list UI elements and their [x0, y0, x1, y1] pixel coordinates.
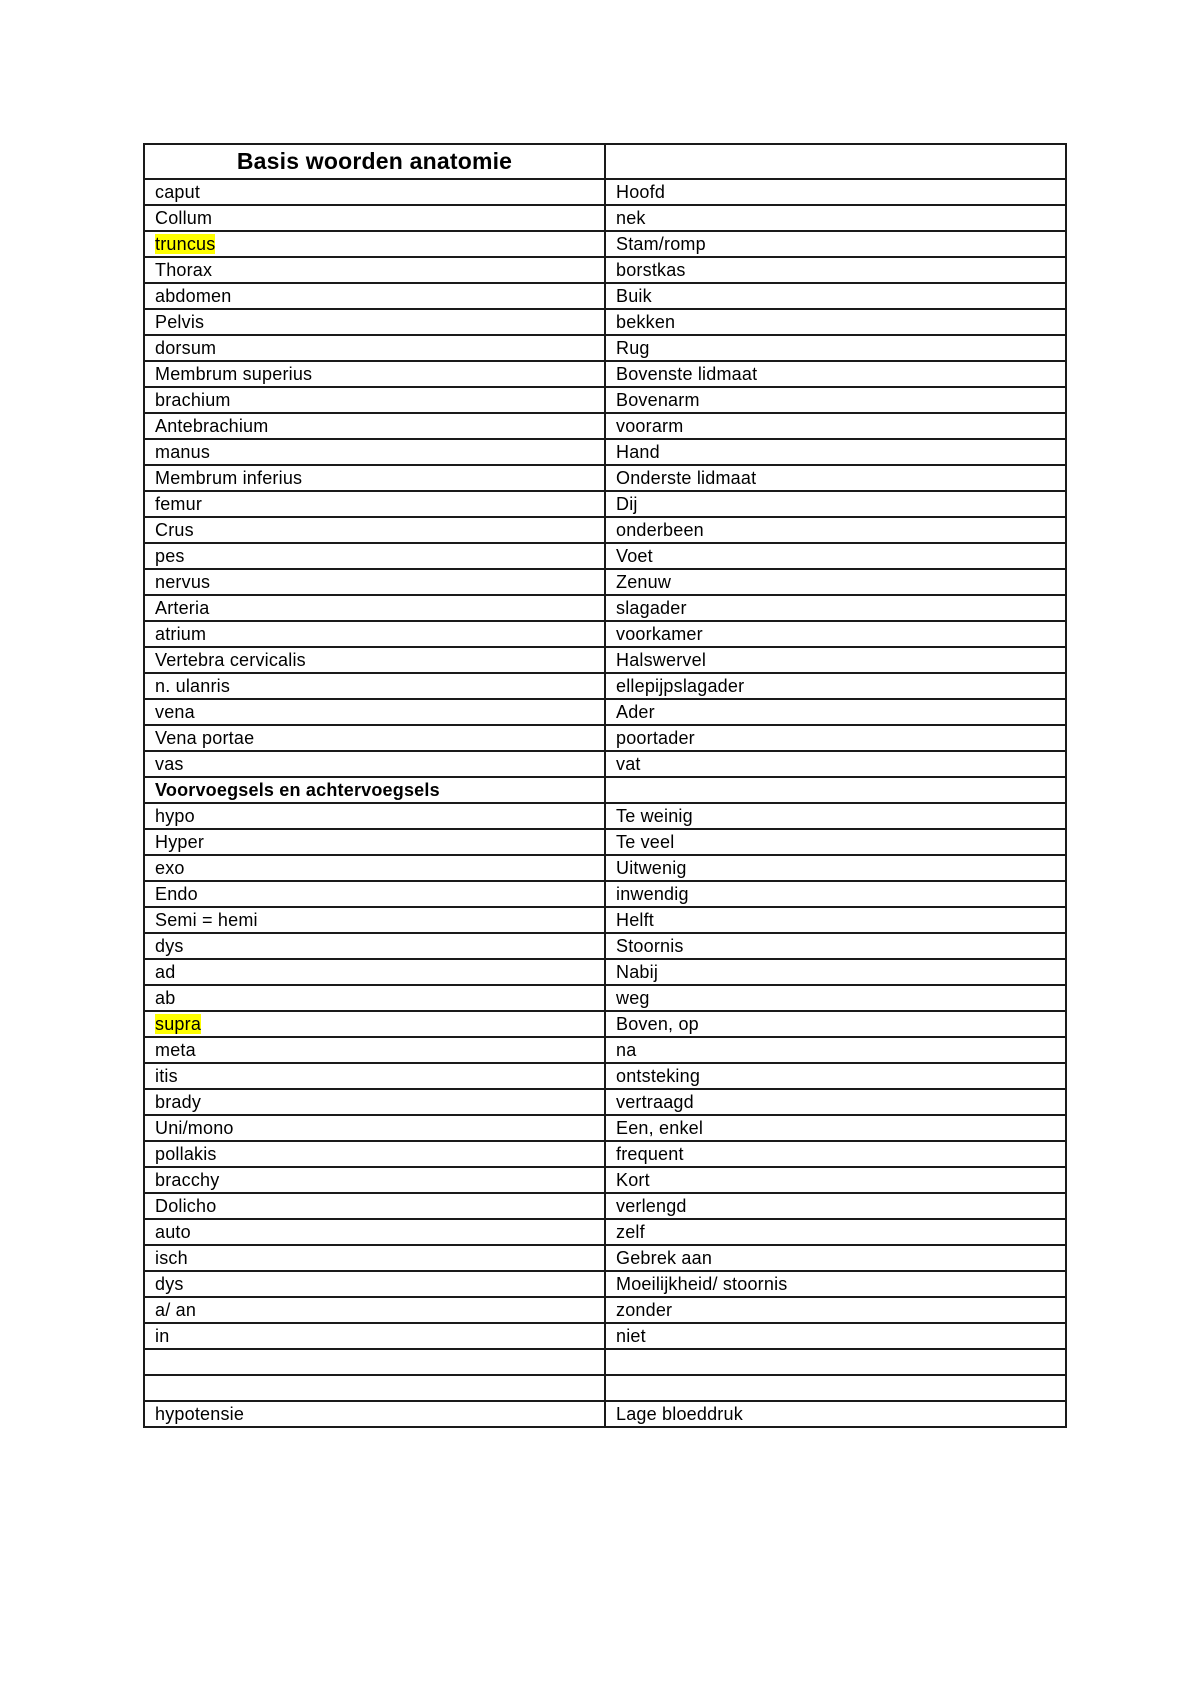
term-cell [144, 959, 605, 985]
term-text: Thorax [155, 260, 213, 280]
meaning-cell [605, 1297, 1066, 1323]
meaning-cell [605, 933, 1066, 959]
table-row [144, 959, 1066, 985]
meaning-cell [605, 1193, 1066, 1219]
term-cell [144, 1141, 605, 1167]
meaning-text: vat [616, 754, 641, 774]
term-text: hypo [155, 806, 195, 826]
term-text: atrium [155, 624, 207, 644]
term-cell [144, 725, 605, 751]
term-cell [144, 257, 605, 283]
table-title: Basis woorden anatomie [144, 144, 605, 179]
meaning-text: Te weinig [616, 806, 693, 826]
term-cell [144, 907, 605, 933]
meaning-text: Bovenste lidmaat [616, 364, 758, 384]
term-cell [144, 751, 605, 777]
title-row [144, 144, 1066, 179]
term-cell [144, 1323, 605, 1349]
term-text: n. ulanris [155, 676, 231, 696]
table-row [144, 569, 1066, 595]
meaning-cell [605, 959, 1066, 985]
term-text: caput [155, 182, 201, 202]
term-cell [144, 621, 605, 647]
table-row [144, 413, 1066, 439]
meaning-text: Een, enkel [616, 1118, 704, 1138]
term-text: in [155, 1326, 170, 1346]
meaning-text: slagader [616, 598, 687, 618]
table-row [144, 985, 1066, 1011]
meaning-cell [605, 1375, 1066, 1401]
term-cell [144, 231, 605, 257]
meaning-cell [605, 855, 1066, 881]
meaning-cell [605, 1141, 1066, 1167]
meaning-cell [605, 491, 1066, 517]
term-text: brady [155, 1092, 202, 1112]
term-cell [144, 985, 605, 1011]
meaning-cell [605, 985, 1066, 1011]
table-row [144, 179, 1066, 205]
meaning-text: ontsteking [616, 1066, 701, 1086]
term-text: Semi = hemi [155, 910, 258, 930]
term-cell [144, 699, 605, 725]
meaning-cell [605, 1271, 1066, 1297]
term-cell [144, 569, 605, 595]
term-text: bracchy [155, 1170, 220, 1190]
term-cell [144, 1011, 605, 1037]
meaning-cell [605, 465, 1066, 491]
table-row [144, 543, 1066, 569]
table-row [144, 1115, 1066, 1141]
meaning-text: weg [616, 988, 650, 1008]
term-text: Arteria [155, 598, 210, 618]
meaning-text: Zenuw [616, 572, 672, 592]
meaning-cell [605, 621, 1066, 647]
meaning-cell [605, 751, 1066, 777]
meaning-text: Halswervel [616, 650, 707, 670]
meaning-text: vertraagd [616, 1092, 694, 1112]
meaning-text: voorarm [616, 416, 684, 436]
meaning-text: verlengd [616, 1196, 687, 1216]
term-text: nervus [155, 572, 211, 592]
term-text: Membrum superius [155, 364, 313, 384]
meaning-text: Boven, op [616, 1014, 699, 1034]
term-text: brachium [155, 390, 231, 410]
table-row [144, 1193, 1066, 1219]
term-cell [144, 1167, 605, 1193]
term-text: femur [155, 494, 203, 514]
table-row [144, 751, 1066, 777]
table-row [144, 465, 1066, 491]
table-row [144, 855, 1066, 881]
meaning-text: frequent [616, 1144, 684, 1164]
table-row [144, 777, 1066, 803]
table-row [144, 1401, 1066, 1427]
term-cell [144, 1219, 605, 1245]
term-cell [144, 1089, 605, 1115]
meaning-text: poortader [616, 728, 695, 748]
table-row [144, 829, 1066, 855]
term-text: Pelvis [155, 312, 205, 332]
term-text: Endo [155, 884, 198, 904]
term-text: Uni/mono [155, 1118, 234, 1138]
term-cell [144, 777, 605, 803]
table-row [144, 1245, 1066, 1271]
table-row [144, 1167, 1066, 1193]
table-row [144, 1375, 1066, 1401]
term-text: Membrum inferius [155, 468, 303, 488]
meaning-text: inwendig [616, 884, 689, 904]
meaning-cell [605, 205, 1066, 231]
meaning-cell [605, 413, 1066, 439]
meaning-cell [605, 881, 1066, 907]
term-cell [144, 335, 605, 361]
term-text: dys [155, 1274, 184, 1294]
meaning-cell [605, 595, 1066, 621]
meaning-text: niet [616, 1326, 646, 1346]
term-text: vas [155, 754, 184, 774]
table-row [144, 231, 1066, 257]
table-row [144, 1089, 1066, 1115]
meaning-text: na [616, 1040, 637, 1060]
table-row [144, 907, 1066, 933]
term-cell [144, 413, 605, 439]
term-text: ad [155, 962, 176, 982]
meaning-cell [605, 1323, 1066, 1349]
meaning-cell [605, 829, 1066, 855]
meaning-cell [605, 699, 1066, 725]
term-text: auto [155, 1222, 191, 1242]
table-row [144, 933, 1066, 959]
meaning-text: Uitwenig [616, 858, 687, 878]
meaning-cell [605, 1401, 1066, 1427]
table-row [144, 1297, 1066, 1323]
term-text: hypotensie [155, 1404, 245, 1424]
table-row [144, 491, 1066, 517]
table-row [144, 621, 1066, 647]
term-text: truncus [155, 234, 216, 254]
table-row [144, 517, 1066, 543]
table-row [144, 1271, 1066, 1297]
table-row [144, 361, 1066, 387]
meaning-text: Stam/romp [616, 234, 706, 254]
term-cell [144, 1193, 605, 1219]
meaning-text: Buik [616, 286, 652, 306]
term-text: isch [155, 1248, 188, 1268]
table-row [144, 725, 1066, 751]
term-text: abdomen [155, 286, 232, 306]
meaning-text: Hoofd [616, 182, 666, 202]
term-text: Collum [155, 208, 213, 228]
term-cell [144, 1401, 605, 1427]
meaning-cell [605, 1245, 1066, 1271]
term-cell [144, 517, 605, 543]
meaning-text: bekken [616, 312, 676, 332]
term-cell [144, 387, 605, 413]
meaning-text: Onderste lidmaat [616, 468, 757, 488]
table-row [144, 1219, 1066, 1245]
vocabulary-table-body [144, 144, 1066, 1427]
meaning-text: voorkamer [616, 624, 703, 644]
table-row [144, 309, 1066, 335]
meaning-cell [605, 1011, 1066, 1037]
term-text: dys [155, 936, 184, 956]
title-empty-cell [605, 144, 1066, 179]
meaning-text: Kort [616, 1170, 650, 1190]
term-text: Vena portae [155, 728, 255, 748]
meaning-cell [605, 1219, 1066, 1245]
meaning-cell [605, 1089, 1066, 1115]
term-text: Hyper [155, 832, 205, 852]
table-row [144, 1037, 1066, 1063]
table-row [144, 387, 1066, 413]
meaning-text: Bovenarm [616, 390, 700, 410]
table-row [144, 439, 1066, 465]
meaning-text: Lage bloeddruk [616, 1404, 743, 1424]
term-text: exo [155, 858, 185, 878]
term-cell [144, 491, 605, 517]
meaning-cell [605, 361, 1066, 387]
term-text: dorsum [155, 338, 217, 358]
meaning-cell [605, 725, 1066, 751]
meaning-text: Nabij [616, 962, 659, 982]
table-row [144, 647, 1066, 673]
meaning-text: Voet [616, 546, 653, 566]
term-text: Antebrachium [155, 416, 269, 436]
meaning-cell [605, 543, 1066, 569]
meaning-text: Moeilijkheid/ stoornis [616, 1274, 788, 1294]
term-cell [144, 361, 605, 387]
term-text: supra [155, 1014, 202, 1034]
term-cell [144, 595, 605, 621]
table-row [144, 803, 1066, 829]
meaning-cell [605, 283, 1066, 309]
meaning-text: Ader [616, 702, 655, 722]
meaning-cell [605, 1167, 1066, 1193]
term-cell [144, 855, 605, 881]
meaning-text: Rug [616, 338, 650, 358]
term-cell [144, 1349, 605, 1375]
term-cell [144, 933, 605, 959]
term-text: Dolicho [155, 1196, 217, 1216]
vocabulary-table [143, 143, 1067, 1428]
term-cell [144, 829, 605, 855]
table-row [144, 205, 1066, 231]
term-cell [144, 673, 605, 699]
table-row [144, 595, 1066, 621]
term-cell [144, 1271, 605, 1297]
term-cell [144, 1297, 605, 1323]
term-text: meta [155, 1040, 196, 1060]
meaning-cell [605, 1037, 1066, 1063]
term-cell [144, 283, 605, 309]
term-cell [144, 543, 605, 569]
term-text: pes [155, 546, 185, 566]
table-row [144, 699, 1066, 725]
term-cell [144, 881, 605, 907]
meaning-cell [605, 1063, 1066, 1089]
term-text: pollakis [155, 1144, 217, 1164]
term-text: vena [155, 702, 195, 722]
meaning-cell [605, 647, 1066, 673]
meaning-cell [605, 1115, 1066, 1141]
meaning-cell [605, 231, 1066, 257]
meaning-text: Dij [616, 494, 638, 514]
meaning-cell [605, 673, 1066, 699]
table-row [144, 1349, 1066, 1375]
term-cell [144, 647, 605, 673]
term-cell [144, 465, 605, 491]
term-cell [144, 439, 605, 465]
meaning-cell [605, 1349, 1066, 1375]
term-cell [144, 803, 605, 829]
term-cell [144, 1115, 605, 1141]
meaning-text: Stoornis [616, 936, 684, 956]
table-row [144, 1011, 1066, 1037]
term-text: Vertebra cervicalis [155, 650, 306, 670]
meaning-cell [605, 517, 1066, 543]
meaning-text: ellepijpslagader [616, 676, 745, 696]
table-row [144, 1063, 1066, 1089]
meaning-cell [605, 569, 1066, 595]
meaning-text: onderbeen [616, 520, 704, 540]
term-cell [144, 1063, 605, 1089]
meaning-cell [605, 335, 1066, 361]
table-row [144, 1323, 1066, 1349]
meaning-cell [605, 387, 1066, 413]
meaning-cell [605, 257, 1066, 283]
term-cell [144, 1245, 605, 1271]
meaning-text: zonder [616, 1300, 673, 1320]
meaning-text: Helft [616, 910, 655, 930]
meaning-text: zelf [616, 1222, 645, 1242]
meaning-text: borstkas [616, 260, 686, 280]
table-row [144, 335, 1066, 361]
meaning-cell [605, 777, 1066, 803]
term-text: ab [155, 988, 176, 1008]
meaning-text: Hand [616, 442, 660, 462]
term-cell [144, 1375, 605, 1401]
term-text: Voorvoegsels en achtervoegsels [155, 780, 440, 800]
table-row [144, 257, 1066, 283]
term-cell [144, 1037, 605, 1063]
meaning-text: Te veel [616, 832, 675, 852]
meaning-text: nek [616, 208, 646, 228]
term-text: manus [155, 442, 211, 462]
table-row [144, 283, 1066, 309]
term-cell [144, 205, 605, 231]
table-row [144, 673, 1066, 699]
table-row [144, 881, 1066, 907]
meaning-cell [605, 309, 1066, 335]
meaning-cell [605, 179, 1066, 205]
term-text: itis [155, 1066, 178, 1086]
term-text: a/ an [155, 1300, 197, 1320]
meaning-text: Gebrek aan [616, 1248, 713, 1268]
meaning-cell [605, 907, 1066, 933]
term-cell [144, 309, 605, 335]
term-cell [144, 179, 605, 205]
term-text: Crus [155, 520, 194, 540]
meaning-cell [605, 439, 1066, 465]
meaning-cell [605, 803, 1066, 829]
table-row [144, 1141, 1066, 1167]
